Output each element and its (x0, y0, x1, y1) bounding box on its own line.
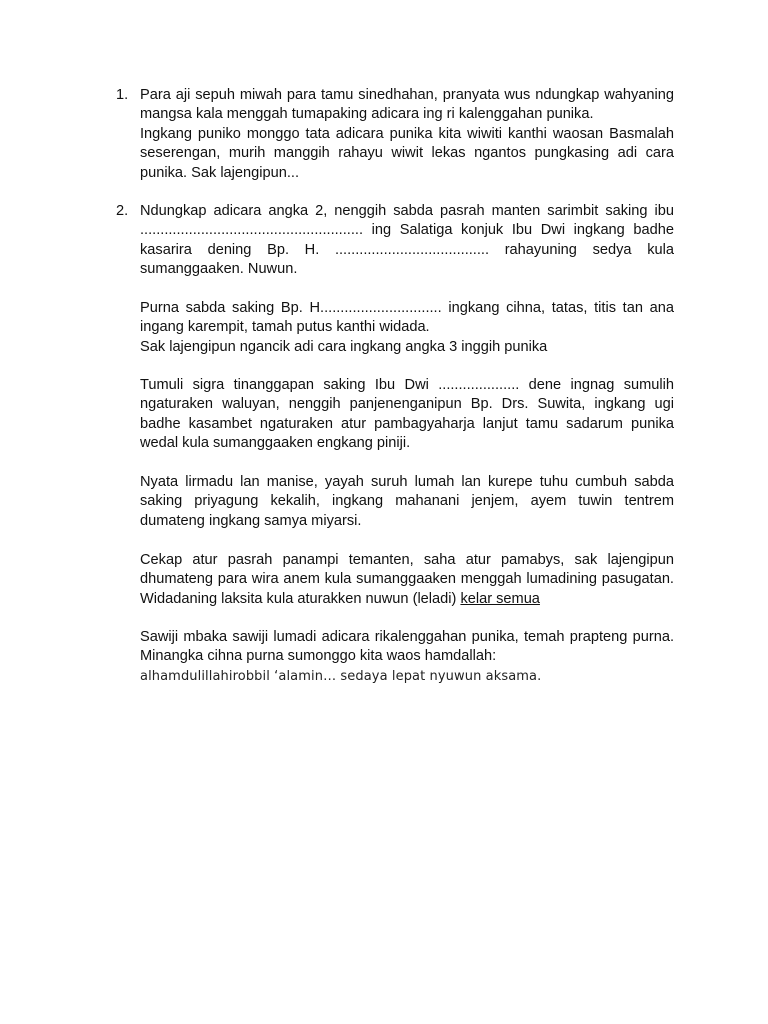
closing-line: alhamdulillahirobbil ‘alamin… sedaya lepat nyuwun aksama. (140, 668, 542, 684)
paragraph: Ingkang puniko monggo tata adicara punika kita wiwiti kanthi waosan Basmalah seserengan, murih manggih rahayu wiwit lekas ngantos pungkasing adi cara punika. Sak lajengipun... (140, 125, 674, 181)
list-item-2 (116, 202, 674, 280)
paragraph (140, 551, 674, 609)
paragraph-block (140, 473, 674, 531)
paragraph: Nyata lirmadu lan manise, yayah suruh lumah lan kurepe tuhu cumbuh sabda saking priyagung kekalih, ingkang mahanani jenjem, ayem tuwin tentrem dumateng ingkang samya miyarsi. (140, 474, 674, 529)
paragraph: Para aji sepuh miwah para tamu sinedhahan, pranyata wus ndungkap wahyaning mangsa kala menggah tumapaking adicara ing ri kalenggahan punika. (140, 87, 674, 123)
paragraph: Purna sabda saking Bp. H.............................. ingkang cihna, tatas, titis tan ana ingang karempit, tamah putus kanthi widada. (140, 300, 674, 336)
paragraph: Tumuli sigra tinanggapan saking Ibu Dwi .................... dene ingnag sumulih ngaturaken waluyan, nenggih panjenenganipun Bp. Drs. Suwita, ingkang ugi badhe kasambet ngaturaken atur pambagyaharja lanjut tamu sadarum punika wedal kula sumanggaaken engkang piniji. (140, 377, 674, 452)
paragraph: Sak lajengipun ngancik adi cara ingkang angka 3 inggih punika (140, 338, 548, 355)
paragraph-block (140, 376, 674, 454)
list-number: 2. (116, 203, 129, 219)
paragraph-block (140, 628, 674, 686)
list-number: 1. (116, 87, 129, 103)
paragraph-text: Cekap atur pasrah panampi temanten, saha atur pamabys, sak lajengipun dhumateng para wira anem kula sumanggaaken menggah lumadining pasugatan. Widadaning laksita kula aturakken nuwun (leladi) (140, 552, 674, 607)
paragraph: Sawiji mbaka sawiji lumadi adicara rikalenggahan punika, temah prapteng purna. Minangka cihna purna sumonggo kita waos hamdallah: (140, 629, 674, 665)
underlined-text: kelar semua (460, 590, 540, 607)
paragraph: Ndungkap adicara angka 2, nenggih sabda pasrah manten sarimbit saking ibu ....................................................... ing Salatiga konjuk Ibu Dwi ingkang badhe kasarira dening Bp. H. ...................................... rahayuning sedya kula sumanggaaken. Nuwun. (140, 203, 674, 278)
paragraph-block (140, 551, 674, 609)
paragraph-block (140, 299, 674, 357)
list-item-1 (116, 86, 674, 183)
